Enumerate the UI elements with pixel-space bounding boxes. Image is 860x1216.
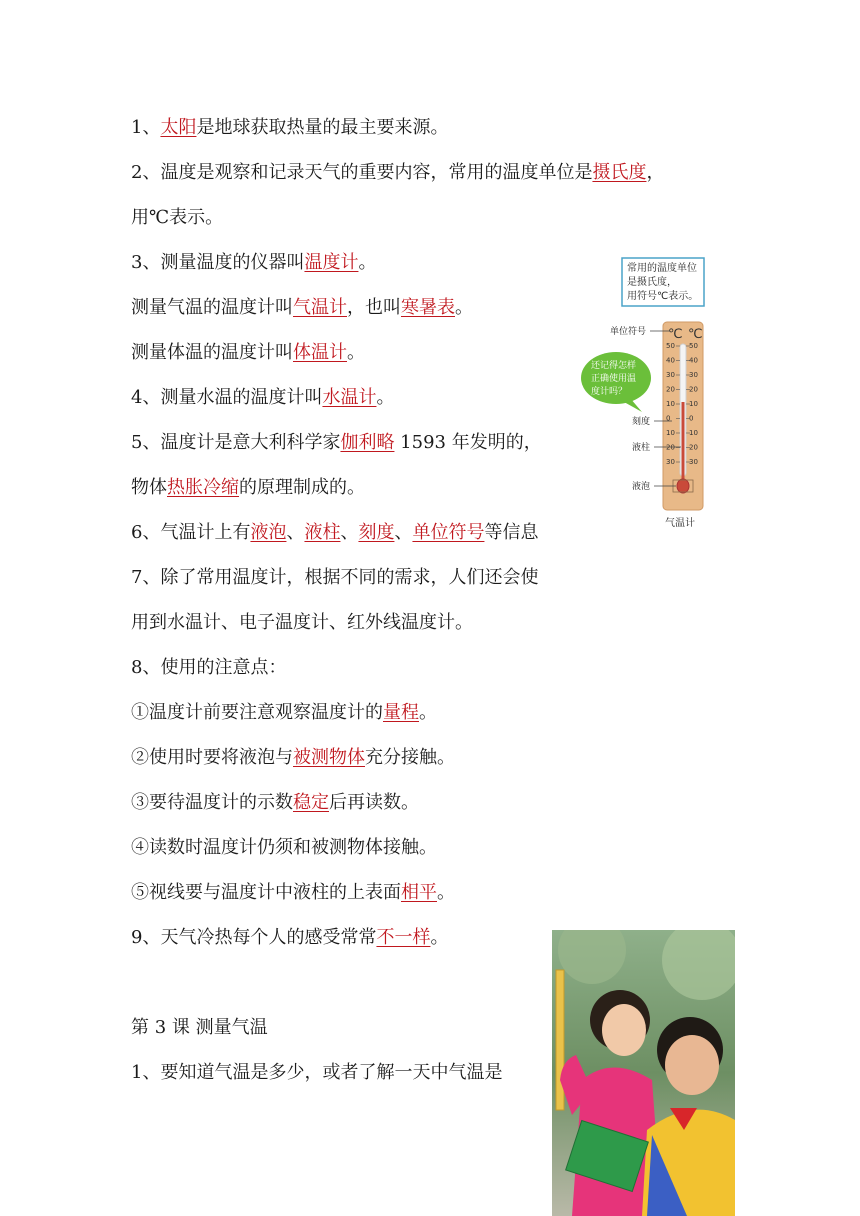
text-run: 充分接触。 [365,747,455,768]
text-run: 、 [394,522,413,543]
text-run: 3、测量温度的仪器叫 [131,252,305,273]
tick-label-left: 30 [666,458,675,466]
highlighted-term: 液泡 [250,522,287,543]
line-11 [131,566,538,590]
line-4 [131,251,376,275]
text-run: 。 [376,387,395,408]
label-scale: 刻度 [632,417,651,427]
text-run: ，也叫 [347,297,401,318]
text-run: 测量体温的温度计叫 [131,342,293,363]
line-12 [131,611,473,635]
highlighted-term: 摄氏度 [592,162,647,183]
text-run: 6、气温计上有 [131,522,251,543]
children-photo-illustration [552,930,735,1216]
bubble-line-3: 度计吗？ [591,387,628,397]
line-14 [131,701,437,725]
note-line-3: 用符号℃表示。 [627,291,699,302]
label-column: 液柱 [632,443,651,453]
highlighted-term: 寒暑表 [401,297,455,318]
line-10 [131,521,579,545]
tick-label-left: 10 [666,400,675,408]
text-run: 9、天气冷热每个人的感受常常 [131,927,377,948]
tick-label-right: 20 [689,443,698,452]
note-line-2: 是摄氏度， [627,277,677,288]
text-run: 物体 [131,477,167,498]
label-unit-symbol: 单位符号 [610,327,647,337]
text-run: ⑤视线要与温度计中液柱的上表面 [131,882,401,903]
text-run: 。 [419,702,437,723]
text-run: 1593 年发明的， [394,432,542,453]
highlighted-term: 热胀冷缩 [167,477,239,498]
tick-label-left: 0 [666,414,671,423]
text-run: 后再读数。 [329,792,419,813]
highlighted-term: 被测物体 [293,747,365,768]
held-thermometer [556,970,564,1110]
tick-label-left: 20 [666,385,675,394]
line-18 [131,881,455,905]
text-run: 用到水温计、电子温度计、红外线温度计。 [131,612,473,633]
highlighted-term: 水温计 [322,387,377,408]
boy-face [665,1035,719,1095]
tick-label-right: 30 [689,371,698,379]
text-run: 测量气温的温度计叫 [131,297,293,318]
text-run: 。 [455,297,473,318]
text-run: 等信息 [484,522,539,543]
highlighted-term: 相平 [401,882,437,903]
tick-label-left: 20 [666,443,675,452]
tick-label-left: 30 [666,371,675,379]
thermometer-figure [580,248,730,538]
text-run: 2、温度是观察和记录天气的重要内容，常用的温度单位是 [131,162,593,183]
line-16 [131,791,419,815]
text-run: 。 [430,927,449,948]
children-photo [552,930,735,1216]
line-3 [131,206,223,230]
text-run: 7、除了常用温度计，根据不同的需求，人们还会使 [131,567,539,588]
text-run: 是地球获取热量的最主要来源。 [196,117,449,138]
highlighted-term: 不一样 [376,927,431,948]
bulb [677,479,689,493]
line-19 [131,926,448,950]
lesson-heading [131,1016,268,1040]
text-run: ， [646,162,665,183]
line-17 [131,836,437,860]
highlighted-term: 体温计 [293,342,347,363]
text-run: 。 [358,252,377,273]
line-2 [131,161,664,185]
highlighted-term: 太阳 [160,117,197,138]
text-run: 第 3 课 测量气温 [131,1017,268,1038]
unit-symbol-right: ℃ [688,327,703,342]
line-1 [131,116,448,140]
line-9 [131,476,365,500]
text-run: 用℃表示。 [131,207,224,228]
tick-label-right: 10 [689,400,698,408]
bubble-line-1: 还记得怎样 [591,361,637,371]
figure-caption: 气温计 [665,518,695,529]
line-13 [131,656,286,680]
note-line-1: 常用的温度单位 [627,263,697,274]
tick-label-right: 20 [689,385,698,394]
bubble-line-2: 正确使用温 [591,374,637,384]
text-run: 、 [340,522,359,543]
tick-label-left: 10 [666,429,675,437]
text-run: 1、要知道气温是多少，或者了解一天中气温是 [131,1062,503,1083]
tick-label-left: 40 [666,356,675,365]
highlighted-term: 量程 [383,702,419,723]
text-run: 8、使用的注意点： [131,657,287,678]
line-6 [131,341,365,365]
highlighted-term: 气温计 [293,297,347,318]
text-run: 5、温度计是意大利科学家 [131,432,341,453]
line-5 [131,296,473,320]
tick-label-right: 30 [689,458,698,466]
line-7 [131,386,394,410]
highlighted-term: 液柱 [304,522,341,543]
text-run: ③要待温度计的示数 [131,792,293,813]
text-run: ②使用时要将液泡与 [131,747,293,768]
tick-label-right: 40 [689,356,698,365]
highlighted-term: 稳定 [293,792,329,813]
tick-label-right: 0 [689,414,694,423]
liquid-column [682,402,685,482]
unit-symbol-left: ℃ [668,327,683,342]
highlighted-term: 温度计 [304,252,359,273]
text-run: 1、 [131,117,161,138]
highlighted-term: 单位符号 [412,522,485,543]
text-run: ④读数时温度计仍须和被测物体接触。 [131,837,437,858]
highlighted-term: 刻度 [358,522,395,543]
thermometer-illustration [580,248,730,538]
highlighted-term: 伽利略 [340,432,395,453]
tick-label-right: 10 [689,429,698,437]
girl-face [602,1004,646,1056]
text-run: ①温度计前要注意观察温度计的 [131,702,383,723]
text-run: 。 [437,882,455,903]
tick-label-right: 50 [689,342,698,350]
text-run: 。 [347,342,365,363]
text-run: 的原理制成的。 [239,477,365,498]
tick-label-left: 50 [666,342,675,350]
text-run: 4、测量水温的温度计叫 [131,387,323,408]
label-bulb: 液泡 [632,482,651,492]
line-8 [131,431,563,455]
line-20 [131,1061,541,1085]
line-15 [131,746,455,770]
text-run: 、 [286,522,305,543]
